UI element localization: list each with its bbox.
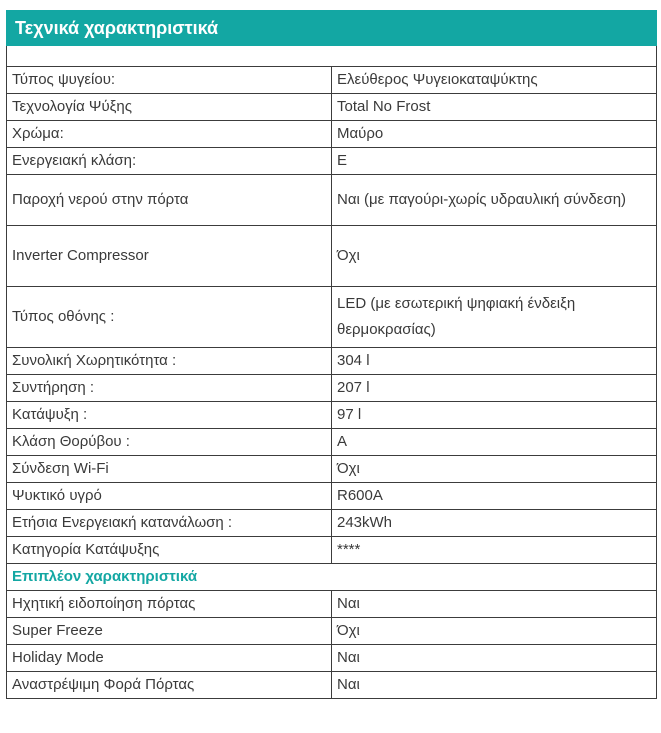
table-row — [7, 510, 657, 537]
spec-value: Μαύρο — [332, 121, 657, 148]
table-row — [7, 618, 657, 645]
table-row — [7, 121, 657, 148]
spec-label: Συνολική Χωρητικότητα : — [7, 348, 332, 375]
spec-value: R600A — [332, 483, 657, 510]
spec-label: Συντήρηση : — [7, 375, 332, 402]
spec-label: Τύπος οθόνης : — [7, 287, 332, 348]
spec-label: Inverter Compressor — [7, 226, 332, 287]
spec-label: Τύπος ψυγείου: — [7, 67, 332, 94]
spec-value: E — [332, 148, 657, 175]
specs-container — [6, 10, 657, 699]
blank-cell — [7, 46, 657, 67]
spec-label: Κλάση Θορύβου : — [7, 429, 332, 456]
spec-label: Ετήσια Ενεργειακή κατανάλωση : — [7, 510, 332, 537]
table-row — [7, 483, 657, 510]
table-row — [7, 148, 657, 175]
table-row — [7, 591, 657, 618]
table-row — [7, 672, 657, 699]
section-subtitle: Επιπλέον χαρακτηριστικά — [7, 564, 657, 591]
table-row — [7, 375, 657, 402]
spec-label: Σύνδεση Wi-Fi — [7, 456, 332, 483]
table-row — [7, 287, 657, 348]
table-row — [7, 94, 657, 121]
extra-value: Ναι — [332, 645, 657, 672]
spec-value: Ναι (με παγούρι-χωρίς υδραυλική σύνδεση) — [332, 175, 657, 226]
subheader-row — [7, 564, 657, 591]
spec-value: 207 l — [332, 375, 657, 402]
header-row — [7, 11, 657, 46]
spec-value: Όχι — [332, 226, 657, 287]
spec-value: LED (με εσωτερική ψηφιακή ένδειξη θερμοκρασίας) — [332, 287, 657, 348]
table-row — [7, 456, 657, 483]
extra-value: Ναι — [332, 672, 657, 699]
spec-label: Ψυκτικό υγρό — [7, 483, 332, 510]
spec-label: Τεχνολογία Ψύξης — [7, 94, 332, 121]
table-row — [7, 429, 657, 456]
table-row — [7, 645, 657, 672]
table-row — [7, 226, 657, 287]
extra-label: Ηχητική ειδοποίηση πόρτας — [7, 591, 332, 618]
spec-label: Κατηγορία Κατάψυξης — [7, 537, 332, 564]
blank-row — [7, 46, 657, 67]
extra-value: Ναι — [332, 591, 657, 618]
spec-value: Όχι — [332, 456, 657, 483]
table-row — [7, 537, 657, 564]
spec-value: A — [332, 429, 657, 456]
spec-label: Παροχή νερού στην πόρτα — [7, 175, 332, 226]
spec-value: Ελεύθερος Ψυγειοκαταψύκτης — [332, 67, 657, 94]
spec-value: 304 l — [332, 348, 657, 375]
extra-label: Αναστρέψιμη Φορά Πόρτας — [7, 672, 332, 699]
table-row — [7, 402, 657, 429]
spec-value: **** — [332, 537, 657, 564]
spec-value: Total No Frost — [332, 94, 657, 121]
spec-value: 97 l — [332, 402, 657, 429]
specs-table — [6, 10, 657, 699]
table-row — [7, 348, 657, 375]
table-title: Τεχνικά χαρακτηριστικά — [7, 11, 657, 46]
spec-value: 243kWh — [332, 510, 657, 537]
spec-label: Κατάψυξη : — [7, 402, 332, 429]
extra-label: Holiday Mode — [7, 645, 332, 672]
table-row — [7, 175, 657, 226]
extra-label: Super Freeze — [7, 618, 332, 645]
table-row — [7, 67, 657, 94]
spec-label: Χρώμα: — [7, 121, 332, 148]
extra-value: Όχι — [332, 618, 657, 645]
spec-label: Ενεργειακή κλάση: — [7, 148, 332, 175]
